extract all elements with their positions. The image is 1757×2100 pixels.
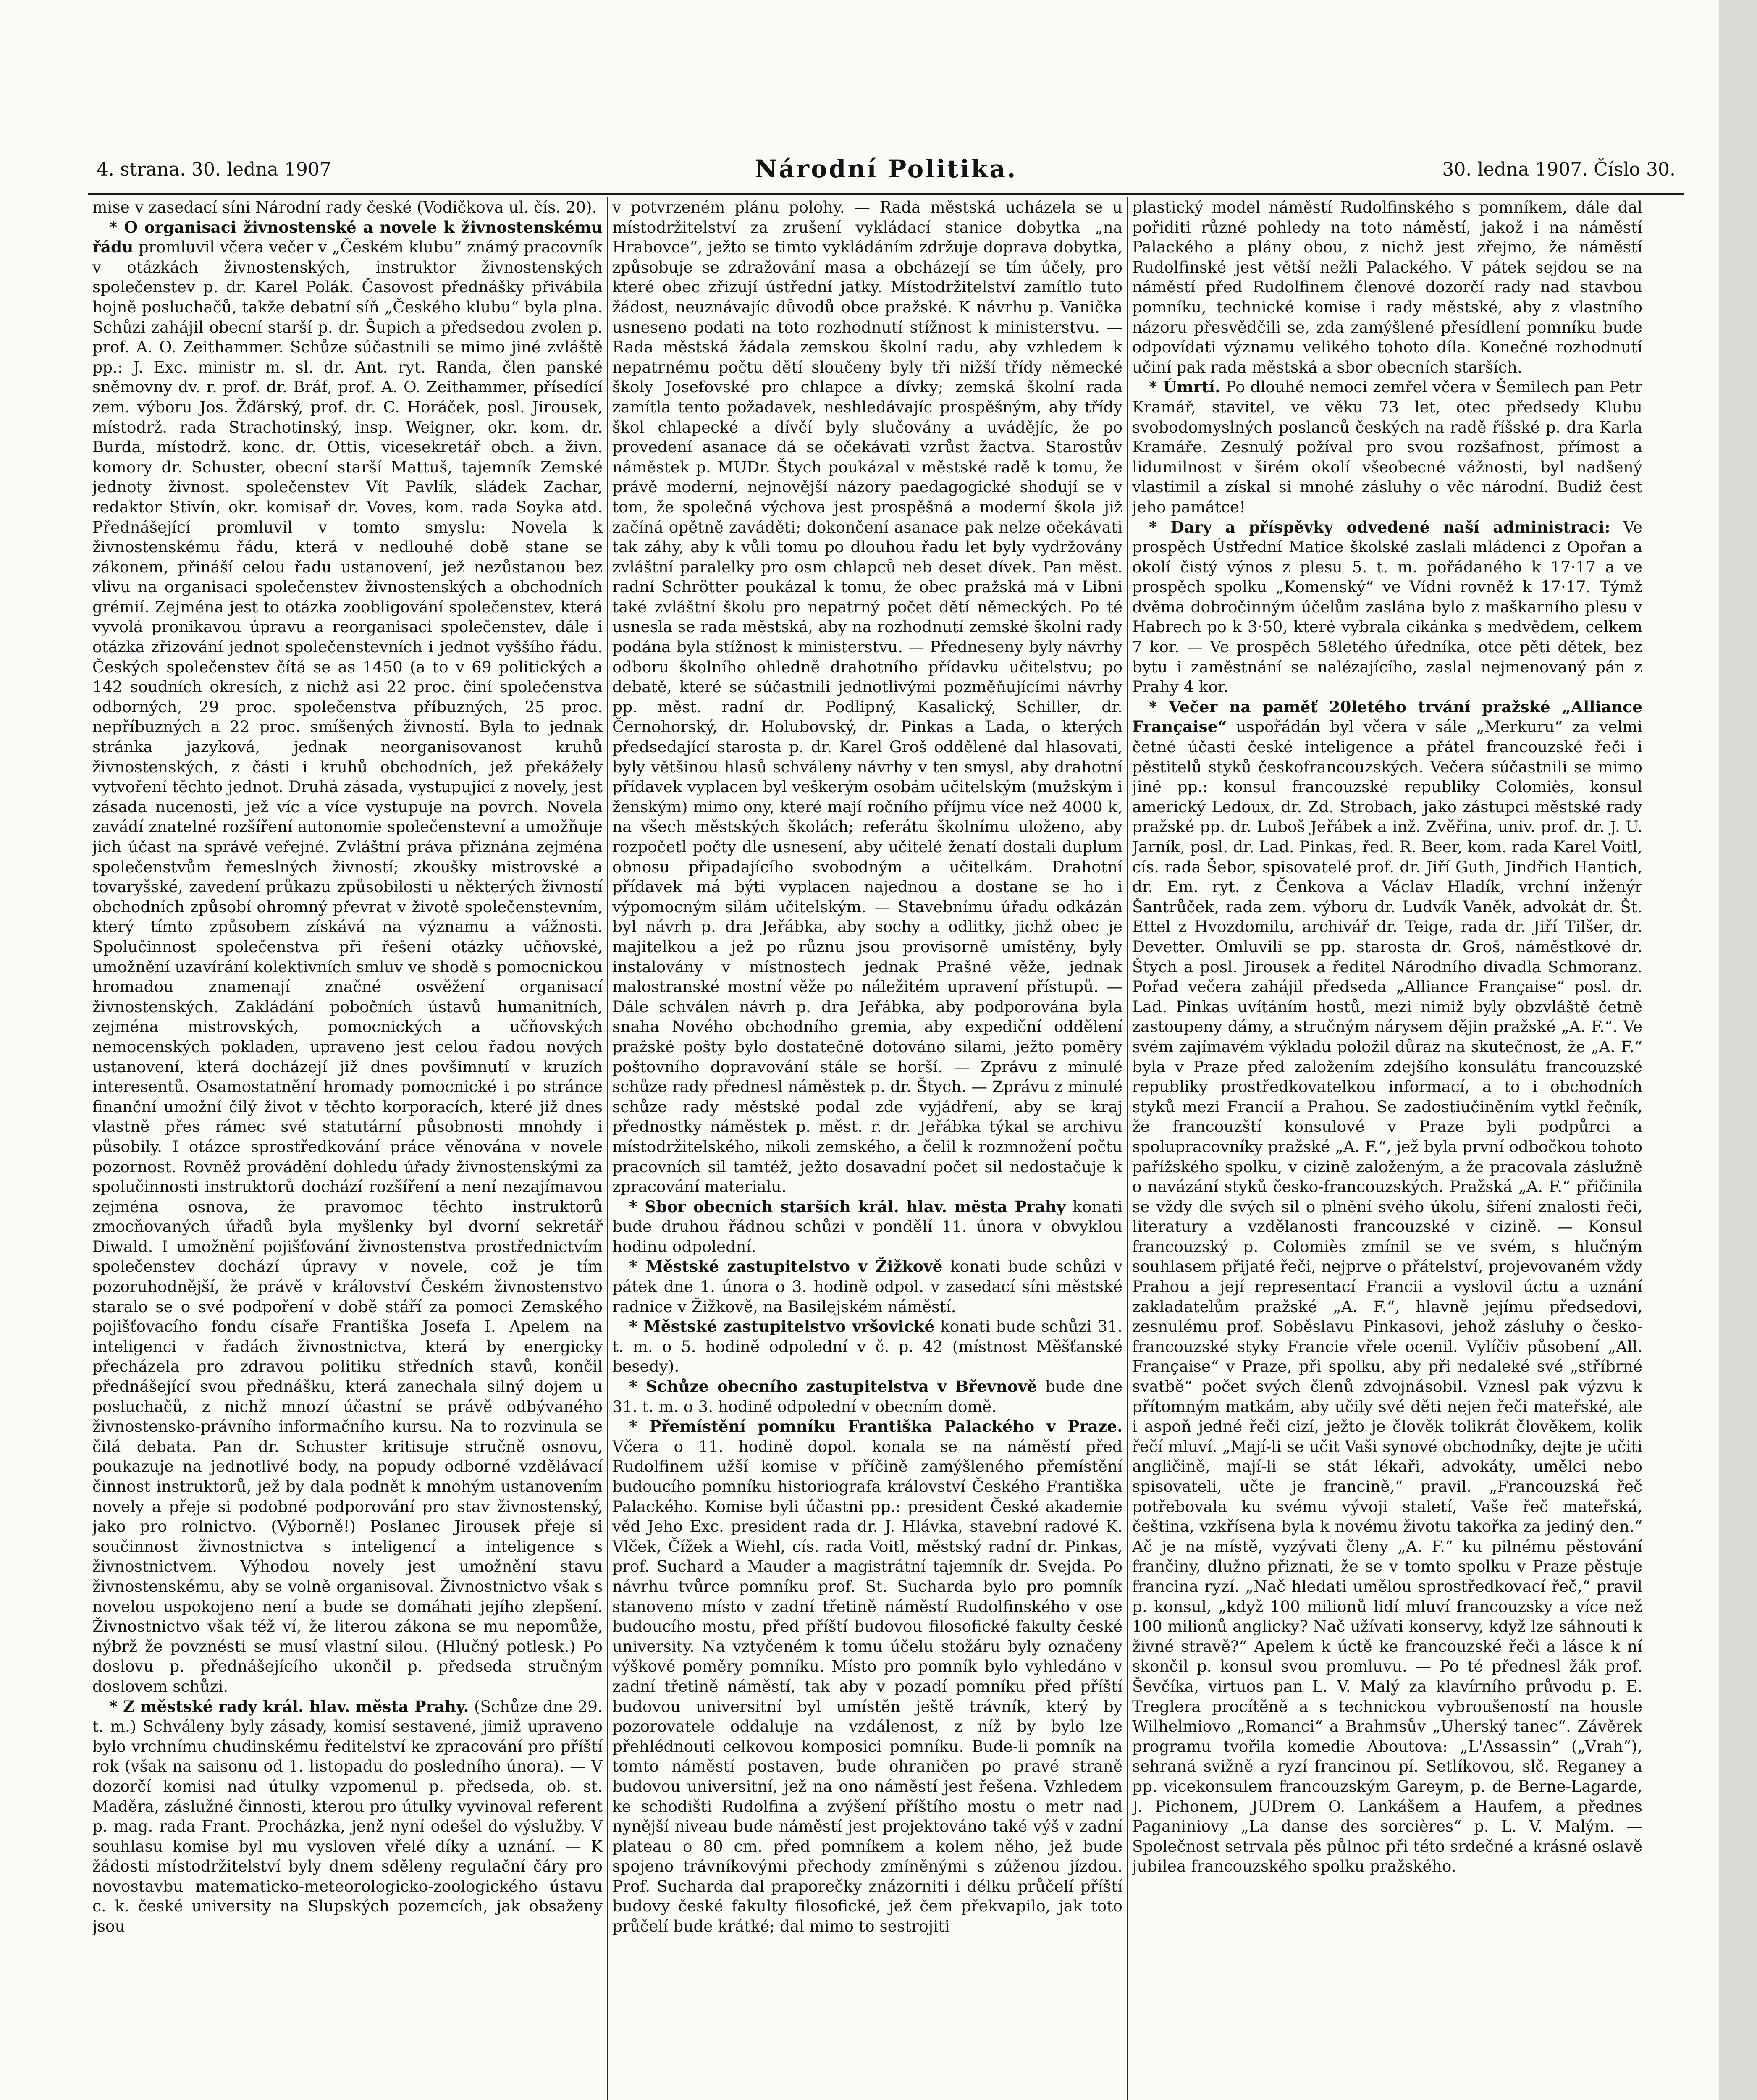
article-body: (Schůze dne 29. t. m.) Schváleny byly zásady, komisí sestavené, jimiž upraveno bylo vrchnímu chudinskému ředitelství ke zpracování pro příští rok (však na saisonu od 1. listopadu do posledního února). — V dozorčí komisi nad útulky vzpomenul p. předseda, ob. st. Maděra, záslužné činnosti, kterou pro útulky vyvinoval referent p. mag. rada Frant. Procházka, jenž nyní odešel do výslužby. V souhlasu komise byl mu vysloven vřelé díky a uznání. — K žádosti místodržitelství byly dnem sděleny regulační čáry pro novostavbu matematicko-meteorologicko-zoologického ústavu c. k. české university na Slupských pozemcích, jak obsaženy jsou — [92, 1697, 603, 1936]
header-rule — [88, 193, 1684, 195]
article-title: * Městské zastupitelstvo vršovické — [629, 1317, 935, 1336]
article-title: * Přemístění pomníku Františka Palackého v Praze. — [629, 1417, 1122, 1436]
article-continuation: plastický model náměstí Rudolfinského s pomníkem, dále dal pořiditi různé pohledy na toto náměstí, jakož i na náměstí Palackého a plány obou, z nichž jest zřejmo, že náměstí Rudolfinské jest větší nežli Palackého. V pátek sejdou se na náměstí před Rudolfinem členové dozorčí rady nad stavbou pomníku, technické komise i rady městské, aby z vlastního názoru přesvědčili se, zda zamýšlené přesídlení pomníku bude odpovídati významu velikého tohoto díla. Konečné rozhodnutí učiní pak rada městská a sbor obecních starších. — [1132, 198, 1642, 376]
article-body: Po dlouhé nemoci zemřel včera v Šemilech pan Petr Kramář, stavitel, ve věku 73 let, otec předsedy Klubu svobodomyslných poslanců českých na radě říšské p. dra Karla Kramáře. Zesnulý požíval pro svou rozšafnost, přímost a lidumilnost v širém okolí všeobecné vážnosti, byl nadšený vlastimil a získal si mnohé zásluhy o věc národní. Budiž čest jeho památce! — [1132, 378, 1642, 516]
article-title: * O organisaci živnostenské a novele k živnostenskému řádu — [92, 218, 603, 257]
article-continuation: v potvrzeném plánu polohy. — Rada městská ucházela se u místodržitelství za zrušení vykládací stanice dobytka „na Hrabovce“, ježto se timto vykládáním zdržuje doprava dobytka, způsobuje se zdražování masa a obcházejí se tím účely, pro které obec zřizují ústřední jatky. Místodržitelství zamítlo tuto žádost, neuznávajíc důvodů obce pražské. K návrhu p. Vanička usneseno podati na toto rozhodnutí stížnost k ministerstvu. — Rada městská žádala zemskou školní radu, aby vzhledem k nepatrnému počtu dětí sloučeny byly tři nižší třídy německé školy Josefovské pro chlapce a dívky; zemská školní rada zamítla tento požadavek, neshledávajíc prospěšným, aby třídy škol chlapecké a dívčí byly slučovány a uvádějíc, že po provedení asanace dá se očekávati vzrůst žactva. Starostův náměstek p. MUDr. Štych poukázal v městské radě k tomu, že právě moderní, nejnovější názory paedagogické shodují se v tom, že společná výchova jest prospěšná a moderní škola již začíná opětně zaváděti; dokončení asanace pak nelze očekávati tak záhy, aby k vůli tomu po dlouhou řadu let byly vydržovány zvláštní paralelky pro osm chlapců neb deset dívek. Pan měst. radní Schrötter poukázal k tomu, že obec pražská má v Libni také zvláštní školu pro nepatrný počet dětí německých. Po té usnesla se rada městská, aby na rozhodnutí zemské školní rady podána byla stížnost k ministerstvu. — Předneseny byly návrhy odboru školního ohledně drahotního přídavku učitelstvu; po debatě, které se súčastnili jednotlivými pozměňujícími návrhy pp. měst. radní dr. Podlipný, Kasalický, Schiller, dr. Černohorský, dr. Holubovský, dr. Pinkas a Lada, o kterých předsedající starosta p. dr. Karel Groš oddělené dal hlasovati, byly většinou hlasů schváleny návrhy v ten smysl, aby drahotní přídavek vyplacen byl veškerým osobám učitelským (mužským i ženským) mimo ony, které mají ročního příjmu více než 4000 k, na všech městských školách; referátu školnímu uloženo, aby rozpočetl počty dle usnesení, aby učitelé ženatí dostali duplum obnosu připadajícího svobodným a učitelkám. Drahotní přídavek má býti vyplacen najednou a dostane se ho i výpomocným silám učitelským. — Stavebnímu úřadu odkázán byl návrh p. dra Jeřábka, aby sochy a odlitky, jichž obec je majitelkou a jež po různu jsou provisorně umístěny, byly instalovány v místnostech jednak Prašné věže, jednak malostranské mostní věže po náležitém upravení přístupů. — Dále schválen návrh p. dra Jeřábka, aby podporována byla snaha Nového obchodního gremia, aby expediční oddělení pražské pošty bylo dostatečně dotováno silami, ježto poměry poštovního dopravování stále se horší. — Zprávu z minulé schůze rady přednesl náměstek p. dr. Štych. — Zprávu z minulé schůze rady městské podal zde vyjádření, aby se kraj přednostky náměstek p. měst. r. dr. Jeřábka týkal se archivu místodržitelského, nikoli zemského, a čelil k rozmnožení počtu pracovních sil tamtéž, ježto dosavadní počet sil nedostačuje k zpracování materialu. — [612, 198, 1122, 1196]
article-title: * Schůze obecního zastupitelstva v Břevnově — [629, 1377, 1037, 1396]
article-sbor-obecnich-starsich — [612, 1197, 1122, 1257]
page-header — [88, 155, 1684, 188]
article-body: konati bude druhou řádnou schůzi v pondělí 11. února v obvyklou hodinu odpolední. — [612, 1197, 1122, 1256]
scan-edge — [1719, 0, 1757, 2100]
column-2 — [612, 197, 1122, 2100]
article-title: * Večer na paměť 20letého trvání pražské „Alliance Française“ — [1132, 697, 1642, 736]
article-zivnostenska-novela — [92, 218, 603, 1697]
article-title: * Sbor obecních starších král. hlav. města Prahy — [629, 1197, 1066, 1216]
column-divider — [607, 197, 608, 2100]
article-title: * Úmrtí. — [1149, 378, 1221, 396]
article-mestska-rada — [92, 1697, 603, 1937]
article-body: promluvil včera večer v „Českém klubu“ známý pracovník v otázkách živnostenských, instruktor živnostenských společenstev p. dr. Karel Polák. Časovost přednášky přivábila hojně posluchačů, takže debatní síň „Českého klubu“ byla plna. Schůzi zahájil obecní starší p. dr. Šupich a předsedou zvolen p. prof. A. O. Zeithammer. Schůze súčastnili se mimo jiné zvláště pp.: J. Exc. ministr m. sl. dr. Ant. ryt. Randa, člen panské sněmovny dv. r. prof. dr. Bráf, prof. A. O. Zeithammer, přísedící zem. výboru Jos. Žďárský, prof. dr. C. Horáček, posl. Jirousek, místodrž. rada Strachotinský, insp. Weigner, okr. kom. dr. Burda, místodrž. konc. dr. Ottis, vicesekretář obch. a živn. komory dr. Schuster, obecní starší Mattuš, tajemník Zemské jednoty živnost. společenstev Vít Pavlík, sládek Zachar, redaktor Stivín, okr. komisař dr. Voves, kom. rada Soyka atd. Přednášející promluvil v tomto smyslu: Novela k živnostenskému řádu, která v nedlouhé době stane se zákonem, přináší celou řadu ustanovení, jež nezůstanou bez vlivu na organisaci společenstev živnostenských a obchodních grémií. Zejména jest to otázka zoobligování společenstev, která vyvolá pronikavou úpravu a reorganisaci společenstev, dále i otázka zřizování jednot společenstevních i jednot vyššího řádu. Českých společenstev čítá se as 1450 (a to v 69 politických a 142 soudních okresích, z nichž asi 22 proc. činí společenstva odborných, 29 proc. společenstva příbuzných, 25 proc. nepříbuzných a 22 proc. smíšených živností. Byla to jednak stránka jazyková, jednak neorganisovanost kruhů živnostenských, z části i kruhů obchodních, jež překážely vytvoření těchto jednot. Druhá zásada, vystupující z novely, jest zásada nucenosti, jež víc a více vystupuje na povrch. Novela zavádí znatelné rozšíření autonomie společenstevní a umožňuje jich účast na správě veřejné. Zvláštní práva přiznána zejména společenstvům řemeslných živností; zkoušky mistrovské a tovaryšské, zavedení průkazu způsobilosti u některých živností obchodních způsobí ohromný převrat v životě společenstevním, který tímto způsobem získává na významu a vážnosti. Spolučinnost společenstva při řešení otázky učňovské, umožnění uzavírání kolektivních smluv ve shodě s pomocnickou hromadou znamenají značné osvěžení organisací živnostenských. Zakládání pobočních ústavů humanitních, zejména mistrovských, pomocnických a učňovských nemocenských pokladen, upraveno jest celou řadou nových ustanovení, která docházejí již dnes povšimnutí v kruzích interesentů. Osamostatnění hromady pomocnické i po stránce finanční umožní čilý život v těchto korporacích, které již dnes vlastně přes rámec své statutární působnosti mnohdy i působily. I otázce sprostředkování práce věnována v novele pozornost. Rovněž provádění dohledu úřady živnostenskými za spolučinnosti instruktorů dochází rozšíření a není nezajímavou zejména osnova, že pravomoc těchto instruktorů zmocňovaných úřadů byla myšlenky byl dvorní sekretář Diwald. I umožnění pojišťování živnostenstva prostřednictvím společenstev dochází úpravy v novele, což je tím pozoruhodnější, že právě v království Českém živnostenstvo staralo se o své podpoření v době stáří za pomoci Zemského pojišťovacího fondu císaře Františka Josefa I. Apelem na inteligenci v řadách živnostnictva, která by energicky přecházela pro zdravou politiku středních stavů, končil přednášející svou přednášku, která zanechala silný dojem u posluchačů, z nichž mnozí účastní se právě odbývaného živnostensko-právního informačního kursu. Na to rozvinula se čilá debata. Pan dr. Schuster kritisuje stručně osnovu, poukazuje na jednotlivé body, na popudy odborné vzdělávací činnost instruktorů, jež by dala podnět k mnohým ustanovením novely a přeje si podobné podporování pro stav živnostenský, jako pro rolnictvo. (Výborně!) Poslanec Jirousek přeje si součinnost živnostnictva s inteligencí a inteligence s živnostnictvem. Výhodou novely jest umožnění stavu živnostenskému, aby se volně organisoval. Živnostnictvo však s novelou uspokojeno není a bude se domáhati jejího zlepšení. Živnostnictvo však též ví, že literou zákona se mu nepomůže, nýbrž že povznésti se musí vlastní silou. (Hlučný potlesk.) Po doslovu p. přednášejícího ukončil p. předseda stručným doslovem schůzi. — [92, 238, 603, 1696]
article-pomnik-palackeho — [612, 1417, 1122, 1936]
article-vrsovice — [612, 1317, 1122, 1377]
article-title: * Městské zastupitelstvo v Žižkově — [629, 1257, 943, 1276]
article-body: Včera o 11. hodině dopol. konala se na náměstí před Rudolfinem užší komise v příčině zamýšleného přemístění budoucího pomníku historiografa království Českého Františka Palackého. Komise byli účastni pp.: president České akademie věd Jeho Exc. president rada dr. J. Hlávka, stavební radové K. Vlček, Čížek a Wiehl, cís. rada Voitl, městský radní dr. Pinkas, prof. Suchard a Mauder a magistrátní tajemník dr. Svejda. Po návrhu tvůrce pomníku prof. St. Sucharda bylo pro pomník stanoveno místo v zadní třetině náměstí Rudolfinského v ose budoucího mostu, před příští budovou filosofické fakulty české university. Na vztyčeném k tomu účelu stožáru byly označeny výškové poměry pomníku. Místo pro pomník bylo vyhledáno v zadní třetině náměstí, tak aby v pozadí pomníku před příští budovou universitní byl umístěn ještě trávník, který by pozorovatele oddaluje na vzdálenost, z níž by bylo lze přehlédnouti celkovou komposici pomníku. Bude-li pomník na tomto náměstí postaven, bude ohraničen po pravé straně budovou universitní, jež na ono náměstí jest řešena. Vzhledem ke schodišti Rudolfina a zvýšení příštího mostu o metr nad nynější niveau bude náměstí jest projektováno také výš v zadní plateau o 80 cm. před pomníkem a kolem něho, jež bude spojeno trávníkovými přechody zmíněnými s zúženou jízdou. Prof. Sucharda dal praporečky znázorniti i délku průčelí příští budovy české fakulty filosofické, jež čem překvapilo, jak toto průčelí bude krátké; dal mimo to sestrojiti — [612, 1437, 1122, 1936]
date-issue-number: 30. ledna 1907. Číslo 30. — [1442, 159, 1676, 180]
page-number-date: 4. strana. 30. ledna 1907 — [97, 159, 331, 180]
article-title: * Dary a příspěvky odvedené naší administraci: — [1149, 517, 1610, 536]
column-divider — [1127, 197, 1128, 2100]
article-title: * Z městské rady král. hlav. města Prahy. — [109, 1697, 469, 1716]
article-body: Ve prospěch Ústřední Matice školské zaslali mládenci z Opořan a okolí čistý výnos z plesu 5. t. m. pořádaného k 17·17 a ve prospěch spolku „Komenský“ ve Vídni rovněž k 17·17. Týmž dvěma dobročinným účelům zaslána bylo z maškarního plesu v Habrech po k 3·50, které vybrala cikánka s medvědem, celkem 7 kor. — Ve prospěch 58letého úředníka, otce pěti dětek, bez bytu i zaměstnání se nalézajícího, zaslal nejmenovaný pán z Prahy 4 kor. — [1132, 517, 1642, 696]
article-body: konati bude schůzi v pátek dne 1. února o 3. hodině odpol. v zasedací síni městské radnice v Žižkově, na Basilejském náměstí. — [612, 1257, 1122, 1316]
article-body: konati bude schůzi 31. t. m. o 5. hodině odpolední v č. p. 42 (místnost Měšťanské besedy). — [612, 1317, 1122, 1376]
article-body: uspořádán byl včera v sále „Merkuru“ za velmi četné účasti české inteligence a přátel francouzské řeči i pěstitelů styků českofrancouzských. Večera súčastnili se mimo jiné pp.: konsul francouzské republiky Colomiès, konsul americký Ledoux, dr. Zd. Strobach, jako zástupci městské rady pražské pp. dr. Luboš Jeřábek a inž. Zvěřina, univ. prof. dr. J. U. Jarník, posl. dr. Lad. Pinkas, řed. R. Beer, kom. rada Karel Voitl, cís. rada Šebor, spisovatelé prof. dr. Jiří Guth, Jindřich Hantich, dr. Em. ryt. z Čenkova a Václav Hladík, vrchní inženýr Šantrůček, rada zem. výboru dr. Ludvík Vaněk, advokát dr. Št. Ettel z Hvozdomilu, archivář dr. Teige, rada dr. Jiří Tilšer, dr. Devetter. Omluvili se pp. starosta dr. Groš, náměstkové dr. Štych a posl. Jirousek a ředitel Národního divadla Schmoranz. Pořad večera zahájil předseda „Alliance Française“ posl. dr. Lad. Pinkas uvítáním hostů, mezi nimiž byly obzvláště četně zastoupeny dámy, a stručným nárysem dějin pražské „A. F.“. Ve svém zajímavém výkladu položil důraz na skutečnost, že „A. F.“ byla v Praze před založením zdejšího konsulátu francouzské republiky prostředkovatelkou informací, a to i obchodních styků mezi Francií a Prahou. Se zadostiučiněním vytkl řečník, že francouzští konsulové v Praze byli podpůrci a spolupracovníky pražské „A. F.“, jež byla první odbočkou tohoto pařížského spolku, v cizině založeným, a že pracovala záslužně o navázání styků česko-francouzských. Pražská „A. F.“ přičinila se vždy dle svých sil o plnění svého úkolu, šíření znalosti řeči, literatury a vzdělanosti francouzské v cizině. — Konsul francouzský p. Colomiès zmínil se ve svém, s hlučným souhlasem přijaté řeči, nejprve o přátelství, projevovaném vždy Prahou a její representací Francii a vyslovil úctu a uznání zakladatelům pražské „A. F.“, hlavně jejímu předsedovi, zesnulému prof. Soběslavu Pinkasovi, jehož zásluhy o česko-francouzské styky Francie vřele ocenil. Vylíčiv působení „All. Française“ v Praze, při spolku, aby při nedaleké své „stříbrné svatbě“ počet svých členů zdvojnásobil. Vznesl pak výzvu k přítomným matkám, aby učily své děti nejen řeči mateřské, ale i aspoň jedné řeči cizí, ježto je člověk tolikrát člověkem, kolik řečí mluví. „Mají-li se učit Vaši synové obchodníky, dejte je učiti angličině, mají-li se stát lékaři, advokáty, umělci nebo spisovateli, učte je francině,“ pravil. „Francouzská řeč potřebovala ku svému vývoji staletí, Vaše řeč mateřská, čeština, vzkřísena byla k novému životu takořka za jediný den.“ Ač je na místě, vyzývati členy „A. F.“ ku pilnému pěstování frančiny, dlužno přiznati, že se v tomto spolku v Praze pěstuje francina ryzí. „Nač hledati umělou sprostředkovací řeč,“ pravil p. konsul, „když 100 milionů lidí mluví francouzsky a více než 100 milionů anglicky? Nač užívati konservy, když lze sáhnouti k živné stravě?“ Apelem k úctě ke francouzské řeči a lásce k ní skončil p. konsul svou promluvu. — Po té přednesl žák prof. Ševčíka, virtuos pan L. V. Malý za klavírního průvodu p. E. Treglera procítěně a s technickou vybroušeností na housle Wilhelmiovo „Romanci“ a Brahmsův „Uherský tanec“. Závěrek programu tvořila komedie Aboutova: „L'Assassin“ („Vrah“), sehraná svižně a ryzí francinou pí. Setlíkovou, slč. Reganey a pp. vicekonsulem francouzským Gareym, p. de Berne-Lagarde, J. Pichonem, JUDrem O. Lankášem a Haufem, a přednes Paganiniovy „La danse des sorcières“ p. L. V. Malým. — Společnost setrvala pěs půlnoc při této srdečné a krásné oslavě jubilea francouzského spolku pražského. — [1132, 717, 1642, 1876]
article-umrti — [1132, 377, 1642, 517]
column-3 — [1132, 197, 1642, 2100]
article-brevnov — [612, 1377, 1122, 1417]
article-zizkov — [612, 1257, 1122, 1317]
article-dary — [1132, 517, 1642, 697]
newspaper-title: Národní Politika. — [755, 155, 1017, 183]
article-alliance-francaise — [1132, 697, 1642, 1877]
article-continuation: mise v zasedací síni Národní rady české (Vodičkova ul. čís. 20). — [92, 198, 597, 216]
article-body: bude dne 31. t. m. o 3. hodině odpolední v obecním domě. — [612, 1377, 1122, 1416]
column-1 — [92, 197, 603, 2100]
